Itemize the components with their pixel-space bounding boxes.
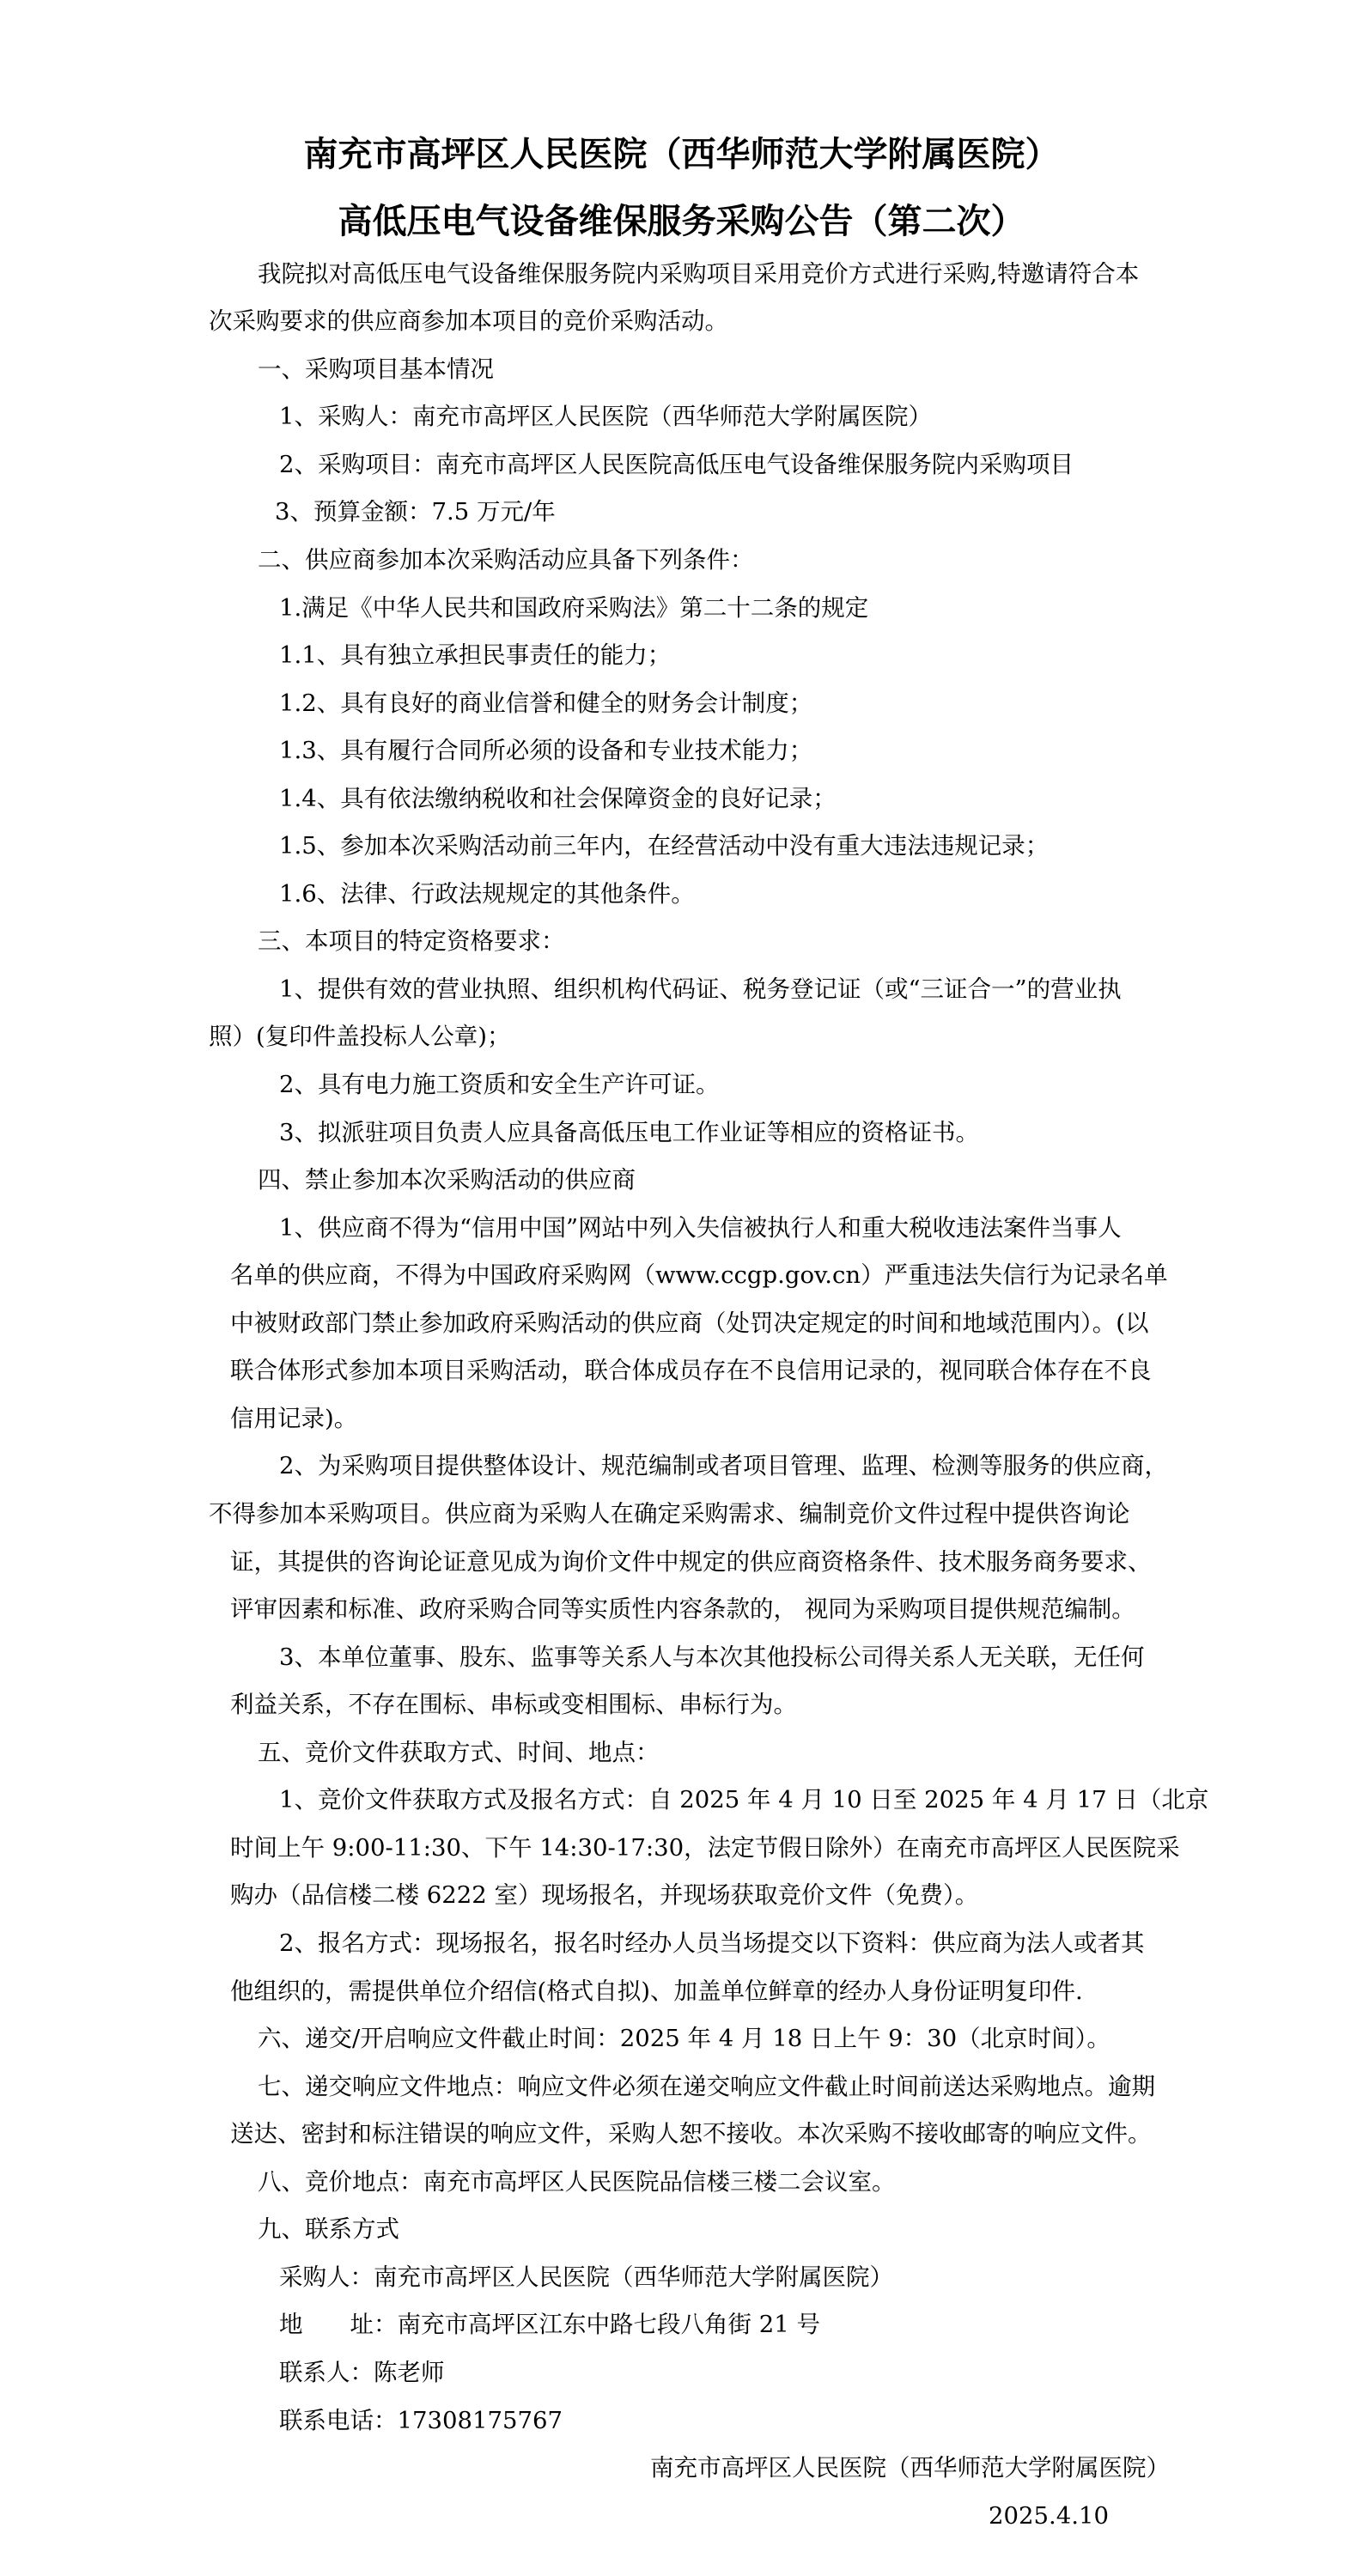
- paragraph-line: 购办（品信楼二楼 6222 室）现场报名，并现场获取竞价文件（免费）。: [230, 1881, 979, 1909]
- paragraph-line: 3、本单位董事、股东、监事等关系人与本次其他投标公司得关系人无关联，无任何: [279, 1643, 1145, 1671]
- paragraph-line: 时间上午 9:00-11:30、下午 14:30-17:30，法定节假日除外）在南充市高坪区人民医院采: [230, 1834, 1180, 1862]
- paragraph-line: 中被财政部门禁止参加政府采购活动的供应商（处罚决定规定的时间和地域范围内）。(以: [230, 1309, 1149, 1337]
- section-heading: 九、联系方式: [258, 2215, 399, 2243]
- section-heading: 八、竞价地点：南充市高坪区人民医院品信楼三楼二会议室。: [258, 2168, 896, 2196]
- contact-address: [279, 2313, 820, 2337]
- section-heading: 一、采购项目基本情况: [258, 355, 494, 383]
- list-item: 1.满足《中华人民共和国政府采购法》第二十二条的规定: [279, 594, 869, 622]
- paragraph-line: 2、为采购项目提供整体设计、规范编制或者项目管理、监理、检测等服务的供应商，: [279, 1452, 1168, 1479]
- contact-person: 联系人：陈老师: [279, 2359, 445, 2386]
- address-value: 南充市高坪区江东中路七段八角街 21 号: [397, 2311, 820, 2338]
- list-item: 1.6、法律、行政法规规定的其他条件。: [279, 880, 695, 908]
- paragraph-line: 照）(复印件盖投标人公章)；: [209, 1023, 511, 1050]
- list-item: 2、具有电力施工资质和安全生产许可证。: [279, 1071, 720, 1098]
- page-title: 南充市高坪区人民医院（西华师范大学附属医院）: [303, 134, 1060, 174]
- list-item: 1、采购人：南充市高坪区人民医院（西华师范大学附属医院）: [279, 403, 932, 430]
- section-heading: 七、递交响应文件地点：响应文件必须在递交响应文件截止时间前送达采购地点。逾期: [258, 2073, 1155, 2100]
- list-item: 1.4、具有依法缴纳税收和社会保障资金的良好记录；: [279, 785, 837, 812]
- section-heading: 五、竞价文件获取方式、时间、地点：: [258, 1739, 660, 1766]
- intro-paragraph-line: 我院拟对高低压电气设备维保服务院内采购项目采用竞价方式进行采购,特邀请符合本: [258, 260, 1140, 288]
- intro-paragraph-line: 次采购要求的供应商参加本项目的竞价采购活动。: [209, 307, 728, 335]
- section-heading: 三、本项目的特定资格要求：: [258, 927, 565, 955]
- signature-date: 2025.4.10: [989, 2502, 1109, 2530]
- paragraph-line: 不得参加本采购项目。供应商为采购人在确定采购需求、编制竞价文件过程中提供咨询论: [209, 1500, 1130, 1528]
- paragraph-line: 1、竞价文件获取方式及报名方式：自 2025 年 4 月 10 日至 2025 年 4 月 17 日（北京: [279, 1786, 1209, 1814]
- page-subtitle: 高低压电气设备维保服务采购公告（第二次）: [338, 201, 1025, 241]
- list-item: 1.1、具有独立承担民事责任的能力；: [279, 641, 672, 669]
- contact-phone: 联系电话：17308175767: [279, 2407, 563, 2434]
- list-item: 1.2、具有良好的商业信誉和健全的财务会计制度；: [279, 690, 813, 717]
- address-label: 地 址：: [279, 2311, 398, 2338]
- paragraph-line: 1、提供有效的营业执照、组织机构代码证、税务登记证（或“三证合一”的营业执: [279, 975, 1122, 1003]
- signature-org: 南充市高坪区人民医院（西华师范大学附属医院）: [650, 2454, 1170, 2482]
- paragraph-line: 联合体形式参加本项目采购活动，联合体成员存在不良信用记录的，视同联合体存在不良: [230, 1357, 1152, 1384]
- contact-purchaser: 采购人：南充市高坪区人民医院（西华师范大学附属医院）: [279, 2263, 893, 2291]
- section-heading: 二、供应商参加本次采购活动应具备下列条件：: [258, 546, 754, 574]
- list-item: 3、预算金额：7.5 万元/年: [275, 498, 556, 526]
- paragraph-line: 他组织的，需提供单位介绍信(格式自拟)、加盖单位鲜章的经办人身份证明复印件.: [230, 1978, 1083, 2005]
- paragraph-line: 送达、密封和标注错误的响应文件，采购人恕不接收。本次采购不接收邮寄的响应文件。: [230, 2120, 1152, 2148]
- paragraph-line: 1、供应商不得为“信用中国”网站中列入失信被执行人和重大税收违法案件当事人: [279, 1214, 1122, 1242]
- list-item: 1.5、参加本次采购活动前三年内，在经营活动中没有重大违法违规记录；: [279, 832, 1050, 860]
- section-heading: 六、递交/开启响应文件截止时间：2025 年 4 月 18 日上午 9：30（北京时间）。: [258, 2025, 1110, 2052]
- list-item: 3、拟派驻项目负责人应具备高低压电工作业证等相应的资格证书。: [279, 1119, 979, 1146]
- paragraph-line: 名单的供应商，不得为中国政府采购网（www.ccgp.gov.cn）严重违法失信行为记录名单: [230, 1261, 1168, 1289]
- paragraph-line: 评审因素和标准、政府采购合同等实质性内容条款的， 视同为采购项目提供规范编制。: [230, 1595, 1135, 1623]
- section-heading: 四、禁止参加本次采购活动的供应商: [258, 1166, 636, 1194]
- paragraph-line: 信用记录)。: [230, 1405, 358, 1432]
- paragraph-line: 利益关系，不存在围标、串标或变相围标、串标行为。: [230, 1691, 797, 1718]
- paragraph-line: 2、报名方式：现场报名，报名时经办人员当场提交以下资料：供应商为法人或者其: [279, 1929, 1145, 1957]
- paragraph-line: 证，其提供的咨询论证意见成为询价文件中规定的供应商资格条件、技术服务商务要求、: [230, 1548, 1152, 1576]
- list-item: 1.3、具有履行合同所必须的设备和专业技术能力；: [279, 737, 813, 764]
- list-item: 2、采购项目：南充市高坪区人民医院高低压电气设备维保服务院内采购项目: [279, 451, 1074, 478]
